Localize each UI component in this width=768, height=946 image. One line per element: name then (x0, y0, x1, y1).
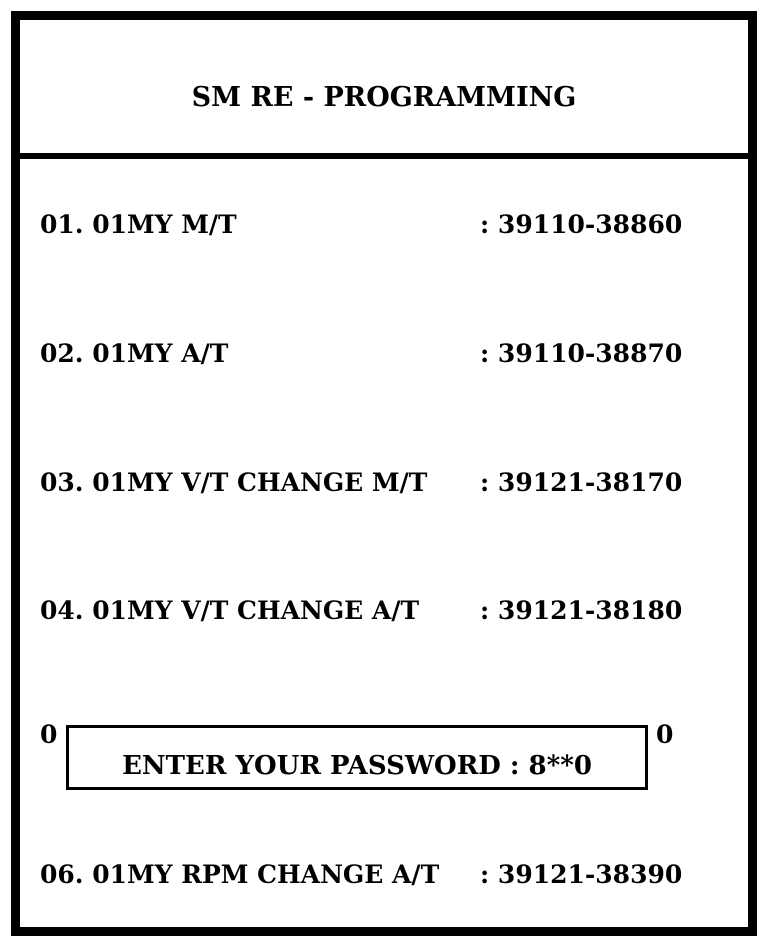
password-prompt: ENTER YOUR PASSWORD : 8**0 (122, 751, 592, 781)
menu-item-label: 02. 01MY A/T (40, 339, 229, 368)
screen-title: SM RE - PROGRAMMING (191, 82, 577, 113)
menu-item-02[interactable] (40, 339, 683, 379)
title-bar (20, 20, 748, 159)
menu-item-code: : 39121-38170 (480, 468, 683, 497)
menu-item-04[interactable] (40, 596, 683, 636)
menu-item-01[interactable] (40, 210, 683, 250)
menu-item-05-label-partial: 0 (40, 720, 58, 749)
programming-screen (11, 11, 757, 936)
menu-item-06[interactable] (40, 860, 683, 900)
menu-item-code: : 39121-38180 (480, 596, 683, 625)
menu-item-code: : 39121-38390 (480, 860, 683, 889)
menu-item-05-code-partial: 0 (656, 720, 674, 749)
menu-item-label: 03. 01MY V/T CHANGE M/T (40, 468, 428, 497)
password-dialog[interactable] (66, 725, 648, 790)
menu-item-label: 06. 01MY RPM CHANGE A/T (40, 860, 440, 889)
menu-item-code: : 39110-38860 (480, 210, 683, 239)
menu-item-label: 01. 01MY M/T (40, 210, 237, 239)
menu-item-03[interactable] (40, 468, 683, 508)
menu-item-code: : 39110-38870 (480, 339, 683, 368)
menu-item-label: 04. 01MY V/T CHANGE A/T (40, 596, 420, 625)
